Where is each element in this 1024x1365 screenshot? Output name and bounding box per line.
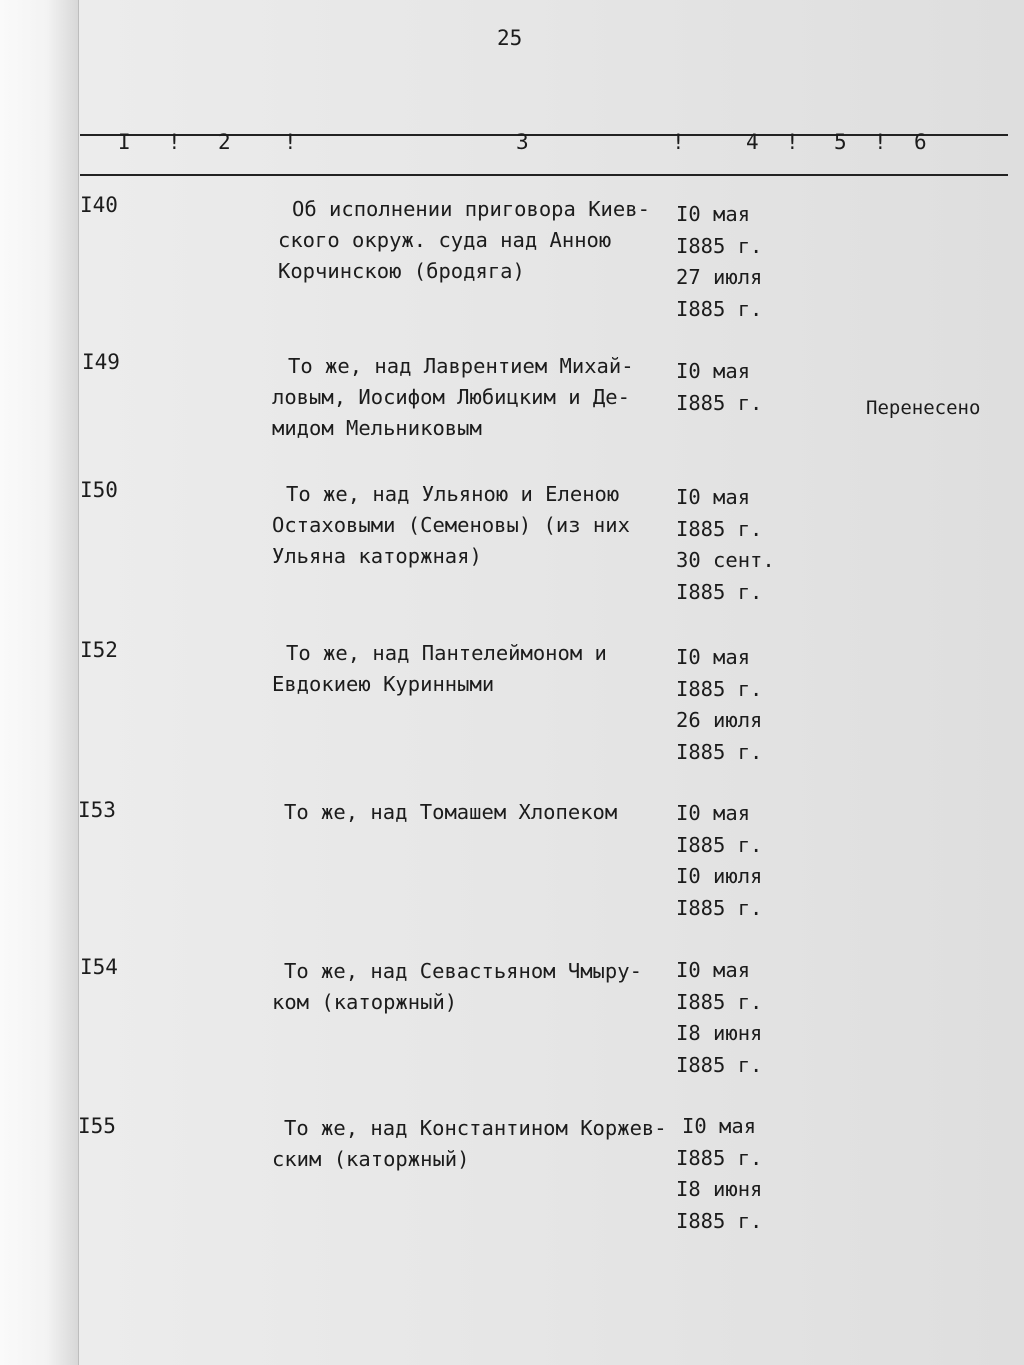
date-line: I0 мая — [676, 485, 751, 509]
date-line: I885 г. — [676, 579, 763, 604]
header-col-3: 3 — [516, 130, 529, 154]
date-line: I885 г. — [676, 516, 763, 541]
date-line: I885 г. — [676, 989, 763, 1014]
description-line: Об исполнении приговора Киев- — [292, 197, 650, 221]
description-line: То же, над Пантелеймоном и — [286, 641, 607, 665]
date-line: I885 г. — [676, 832, 763, 857]
date-line: I0 мая — [676, 202, 751, 226]
header-col-1: I — [118, 130, 131, 154]
description-line: То же, над Лаврентием Михай- — [288, 354, 634, 378]
row-number: I54 — [80, 955, 118, 979]
description-line: То же, над Константином Коржев- — [284, 1116, 667, 1140]
date-line: I885 г. — [676, 739, 763, 764]
row-description — [272, 1113, 682, 1175]
binding-spine — [0, 0, 79, 1365]
description-line: ком (каторжный) — [272, 990, 458, 1014]
header-bottom-rule — [80, 174, 1008, 176]
date-line: I0 мая — [676, 958, 751, 982]
description-line: Корчинскою (бродяга) — [278, 259, 525, 283]
row-note: Перенесено — [866, 397, 981, 419]
description-line: Ульяна каторжная) — [272, 544, 482, 568]
row-dates — [676, 199, 762, 325]
date-line: I885 г. — [676, 1145, 763, 1170]
row-dates — [676, 1111, 762, 1237]
header-col-6: 6 — [914, 130, 927, 154]
description-line: То же, над Томашем Хлопеком — [284, 800, 618, 824]
description-line: Евдокиею Куринными — [272, 672, 495, 696]
date-line: I0 мая — [676, 359, 751, 383]
description-line: То же, над Севастьяном Чмыру- — [284, 959, 642, 983]
date-line: I8 июня — [676, 1021, 763, 1045]
date-line: 30 сент. — [676, 548, 775, 572]
date-line: I0 июля — [676, 864, 763, 888]
row-dates — [676, 642, 762, 768]
page-number: 25 — [497, 26, 523, 50]
row-dates — [676, 798, 762, 924]
description-line: Остаховыми (Семеновы) (из них — [272, 513, 630, 537]
row-dates — [676, 356, 762, 419]
row-number: I50 — [80, 478, 118, 502]
description-line: ским (каторжный) — [272, 1147, 470, 1171]
row-description — [272, 797, 682, 828]
date-line: I885 г. — [676, 390, 763, 415]
description-line: ского окруж. суда над Анною — [278, 228, 612, 252]
description-line: То же, над Ульяною и Еленою — [286, 482, 620, 506]
date-line: I885 г. — [676, 296, 763, 321]
date-line: I0 мая — [676, 645, 751, 669]
row-number: I53 — [78, 798, 116, 822]
row-description — [272, 638, 682, 700]
header-col-2: 2 — [218, 130, 231, 154]
header-col-4: 4 — [746, 130, 759, 154]
date-line: I885 г. — [676, 1208, 763, 1233]
row-dates — [676, 482, 775, 608]
date-line: 27 июля — [676, 265, 763, 289]
header-separator: ! — [786, 130, 799, 154]
header-separator: ! — [284, 130, 297, 154]
row-number: I55 — [78, 1114, 116, 1138]
date-line: 26 июля — [676, 708, 763, 732]
date-line: I885 г. — [676, 676, 763, 701]
date-line: I8 июня — [676, 1177, 763, 1201]
row-dates — [676, 955, 762, 1081]
row-number: I52 — [80, 638, 118, 662]
description-line: мидом Мельниковым — [272, 416, 482, 440]
header-separator: ! — [672, 130, 685, 154]
date-line: I0 мая — [676, 801, 751, 825]
row-description — [272, 194, 682, 287]
row-description — [272, 351, 682, 444]
date-line: I885 г. — [676, 895, 763, 920]
date-line: I0 мая — [682, 1114, 757, 1138]
header-separator: ! — [168, 130, 181, 154]
row-description — [272, 479, 682, 572]
row-description — [272, 956, 682, 1018]
date-line: I885 г. — [676, 233, 763, 258]
row-number: I49 — [82, 350, 120, 374]
header-separator: ! — [874, 130, 887, 154]
description-line: ловым, Иосифом Любицким и Де- — [272, 385, 630, 409]
header-col-5: 5 — [834, 130, 847, 154]
date-line: I885 г. — [676, 1052, 763, 1077]
row-number: I40 — [80, 193, 118, 217]
